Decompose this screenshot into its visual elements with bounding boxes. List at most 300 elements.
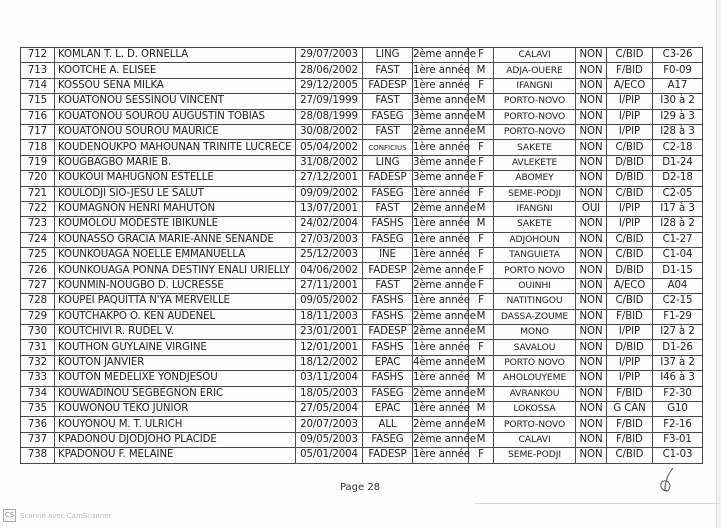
flag-cell: NON [576,325,607,340]
row-number-cell: 717 [21,124,55,139]
table-row [21,448,703,463]
faculty-cell: ALL [363,417,413,432]
sex-cell: M [469,124,494,139]
city-cell: PORTO-NOVO [494,94,576,109]
category-cell: F/BID [607,386,653,401]
category-cell: F/BID [607,417,653,432]
city-cell: SAKETE [494,140,576,155]
sex-cell: M [469,94,494,109]
faculty-cell: FAST [363,201,413,216]
table-row [21,78,703,93]
student-name-cell: KOSSOU SENA MILKA [55,78,296,93]
row-number-cell: 733 [21,371,55,386]
row-number-cell: 736 [21,417,55,432]
table-row [21,63,703,78]
category-cell: F/BID [607,309,653,324]
category-cell: I/PIP [607,325,653,340]
sex-cell: F [469,48,494,63]
code-cell: D1-24 [653,155,703,170]
study-year-cell: 1ère année [413,294,469,309]
student-name-cell: KOUTCHAKPO O. KEN AUDENEL [55,309,296,324]
sex-cell: F [469,248,494,263]
row-number-cell: 738 [21,448,55,463]
student-name-cell: KOUNASSO GRACIA MARIE-ANNE SENANDE [55,232,296,247]
table-row [21,124,703,139]
study-year-cell: 2ème année [413,263,469,278]
code-cell: D1-15 [653,263,703,278]
category-cell: C/BID [607,448,653,463]
flag-cell: NON [576,94,607,109]
sex-cell: F [469,448,494,463]
table-row [21,386,703,401]
student-name-cell: KOUNKOUAGA NOELLE EMMANUELLA [55,248,296,263]
sex-cell: F [469,78,494,93]
city-cell: AVLEKETE [494,155,576,170]
city-cell: NATITINGOU [494,294,576,309]
city-cell: PORTO NOVO [494,263,576,278]
table-row [21,109,703,124]
code-cell: F1-29 [653,309,703,324]
sex-cell: M [469,217,494,232]
student-name-cell: KOUTON MEDELIXE YONDJESOU [55,371,296,386]
faculty-cell: FAST [363,94,413,109]
table-row [21,294,703,309]
city-cell: ABOMEY [494,171,576,186]
row-number-cell: 732 [21,355,55,370]
sex-cell: F [469,140,494,155]
code-cell: C2-15 [653,294,703,309]
study-year-cell: 1ère année [413,401,469,416]
student-name-cell: KOUKOUI MAHUGNON ESTELLE [55,171,296,186]
birth-date-cell: 09/05/2002 [296,294,363,309]
code-cell: I30 à 2 [653,94,703,109]
category-cell: C/BID [607,248,653,263]
birth-date-cell: 30/08/2002 [296,124,363,139]
study-year-cell: 2ème année [413,124,469,139]
study-year-cell: 2ème année [413,417,469,432]
study-year-cell: 1ère année [413,340,469,355]
table-row [21,217,703,232]
code-cell: A17 [653,78,703,93]
sex-cell: M [469,109,494,124]
faculty-cell: LING [363,48,413,63]
flag-cell: NON [576,78,607,93]
row-number-cell: 713 [21,63,55,78]
study-year-cell: 1ère année [413,371,469,386]
category-cell: D/BID [607,340,653,355]
sex-cell: M [469,201,494,216]
row-number-cell: 725 [21,248,55,263]
table-row [21,232,703,247]
sex-cell: F [469,263,494,278]
row-number-cell: 730 [21,325,55,340]
row-number-cell: 726 [21,263,55,278]
birth-date-cell: 05/04/2002 [296,140,363,155]
code-cell: F2-16 [653,417,703,432]
page-edge [716,0,721,528]
birth-date-cell: 23/01/2001 [296,325,363,340]
faculty-cell: FADESP [363,78,413,93]
flag-cell: NON [576,63,607,78]
page-number: Page 28 [339,482,381,493]
birth-date-cell: 27/12/2001 [296,171,363,186]
city-cell: ADJA-OUERE [494,63,576,78]
study-year-cell: 2ème année [413,432,469,447]
table-row [21,371,703,386]
category-cell: I/PIP [607,201,653,216]
category-cell: D/BID [607,263,653,278]
category-cell: A/ECO [607,278,653,293]
sex-cell: M [469,371,494,386]
study-year-cell: 1ère année [413,217,469,232]
flag-cell: NON [576,448,607,463]
student-name-cell: KOUTON JANVIER [55,355,296,370]
faculty-cell: FADESP [363,325,413,340]
faculty-cell: INE [363,248,413,263]
scanner-watermark [3,509,111,522]
row-number-cell: 721 [21,186,55,201]
flag-cell: NON [576,340,607,355]
code-cell: C1-27 [653,232,703,247]
birth-date-cell: 05/01/2004 [296,448,363,463]
flag-cell: NON [576,417,607,432]
faculty-cell: FADESP [363,263,413,278]
flag-cell: OUI [576,201,607,216]
study-year-cell: 1ère année [413,232,469,247]
student-name-cell: KOUATONOU SOUROU MAURICE [55,124,296,139]
student-name-cell: KOUPEI PAQUITTA N'YA MERVEILLE [55,294,296,309]
student-name-cell: KOUNKOUAGA PONNA DESTINY ENALI URIELLY [55,263,296,278]
flag-cell: NON [576,186,607,201]
faculty-cell: CONFICIUS [363,140,413,155]
sex-cell: M [469,386,494,401]
city-cell: IFANGNI [494,201,576,216]
student-name-cell: KOUTHON GUYLAINE VIRGINE [55,340,296,355]
faculty-cell: FASEG [363,386,413,401]
sex-cell: F [469,278,494,293]
table-row [21,309,703,324]
faculty-cell: FASHS [363,340,413,355]
birth-date-cell: 13/07/2001 [296,201,363,216]
category-cell: I/PIP [607,217,653,232]
category-cell: D/BID [607,155,653,170]
student-name-cell: KOUMAGNON HENRI MAHUTON [55,201,296,216]
code-cell: I17 à 3 [653,201,703,216]
camscanner-logo-icon: CS [3,509,16,522]
category-cell: F/BID [607,63,653,78]
row-number-cell: 723 [21,217,55,232]
student-name-cell: KOUNMIN-NOUGBO D. LUCRESSE [55,278,296,293]
faculty-cell: FAST [363,278,413,293]
table-row [21,417,703,432]
row-number-cell: 735 [21,401,55,416]
sex-cell: M [469,63,494,78]
table-row [21,401,703,416]
city-cell: SEME-PODJI [494,448,576,463]
city-cell: PORTO-NOVO [494,417,576,432]
scanner-text: Scanné avec CamScanner [20,511,112,520]
table-row [21,340,703,355]
study-year-cell: 3ème année [413,109,469,124]
student-name-cell: KOUWADINOU SEGBEGNON ERIC [55,386,296,401]
faculty-cell: LING [363,155,413,170]
code-cell: I28 à 2 [653,217,703,232]
category-cell: I/PIP [607,109,653,124]
city-cell: CALAVI [494,432,576,447]
sex-cell: F [469,294,494,309]
row-number-cell: 712 [21,48,55,63]
faculty-cell: FASHS [363,294,413,309]
row-number-cell: 722 [21,201,55,216]
study-year-cell: 3ème année [413,94,469,109]
faculty-cell: EPAC [363,401,413,416]
row-number-cell: 724 [21,232,55,247]
code-cell: C1-04 [653,248,703,263]
code-cell: I37 à 2 [653,355,703,370]
faculty-cell: FASEG [363,232,413,247]
category-cell: C/BID [607,232,653,247]
flag-cell: NON [576,217,607,232]
row-number-cell: 737 [21,432,55,447]
student-name-cell: KOUGBAGBO MARIE B. [55,155,296,170]
faculty-cell: FASEG [363,186,413,201]
study-year-cell: 4ème année [413,355,469,370]
category-cell: I/PIP [607,371,653,386]
row-number-cell: 716 [21,109,55,124]
birth-date-cell: 31/08/2002 [296,155,363,170]
code-cell: C1-03 [653,448,703,463]
birth-date-cell: 29/12/2005 [296,78,363,93]
code-cell: I27 à 2 [653,325,703,340]
city-cell: TANGUIETA [494,248,576,263]
row-number-cell: 714 [21,78,55,93]
row-number-cell: 734 [21,386,55,401]
study-year-cell: 2ème année [413,48,469,63]
student-name-cell: KOUTCHIVI R. RUDEL V. [55,325,296,340]
code-cell: C3-26 [653,48,703,63]
row-number-cell: 718 [21,140,55,155]
category-cell: I/PIP [607,94,653,109]
category-cell: C/BID [607,186,653,201]
faculty-cell: FAST [363,63,413,78]
code-cell: G10 [653,401,703,416]
birth-date-cell: 09/09/2002 [296,186,363,201]
study-year-cell: 1ère année [413,248,469,263]
table-row [21,248,703,263]
birth-date-cell: 09/05/2003 [296,432,363,447]
faculty-cell: FAST [363,124,413,139]
birth-date-cell: 27/03/2003 [296,232,363,247]
study-year-cell: 1ère année [413,140,469,155]
table-row [21,278,703,293]
faculty-cell: FASEG [363,109,413,124]
birth-date-cell: 04/06/2002 [296,263,363,278]
flag-cell: NON [576,171,607,186]
student-name-cell: KOUWONOU TEKO JUNIOR [55,401,296,416]
table-row [21,186,703,201]
table-row [21,432,703,447]
city-cell: MONO [494,325,576,340]
city-cell: OUINHI [494,278,576,293]
student-name-cell: KOUATONOU SESSINOU VINCENT [55,94,296,109]
faculty-cell: FASEG [363,432,413,447]
student-name-cell: KOULODJI SIO-JESU LE SALUT [55,186,296,201]
table-row [21,263,703,278]
city-cell: SAKETE [494,217,576,232]
sex-cell: F [469,340,494,355]
faculty-cell: EPAC [363,355,413,370]
birth-date-cell: 18/05/2003 [296,386,363,401]
city-cell: PORTO-NOVO [494,124,576,139]
city-cell: PORTO NOVO [494,355,576,370]
category-cell: C/BID [607,294,653,309]
student-name-cell: KOOTCHE A. ELISEE [55,63,296,78]
code-cell: F2-30 [653,386,703,401]
study-year-cell: 2ème année [413,325,469,340]
birth-date-cell: 27/09/1999 [296,94,363,109]
student-name-cell: KPADONOU F. MELAINE [55,448,296,463]
city-cell: PORTO-NOVO [494,109,576,124]
sex-cell: F [469,171,494,186]
birth-date-cell: 28/08/1999 [296,109,363,124]
flag-cell: NON [576,263,607,278]
birth-date-cell: 29/07/2003 [296,48,363,63]
code-cell: C2-18 [653,140,703,155]
birth-date-cell: 03/11/2004 [296,371,363,386]
city-cell: AVRANKOU [494,386,576,401]
code-cell: I46 à 3 [653,371,703,386]
sex-cell: M [469,401,494,416]
flag-cell: NON [576,248,607,263]
flag-cell: NON [576,140,607,155]
sex-cell: F [469,155,494,170]
code-cell: A04 [653,278,703,293]
table-row [21,48,703,63]
code-cell: D1-26 [653,340,703,355]
city-cell: ADJOHOUN [494,232,576,247]
code-cell: F3-01 [653,432,703,447]
sex-cell: F [469,232,494,247]
table-row [21,325,703,340]
city-cell: AHOLOUYEME [494,371,576,386]
code-cell: I28 à 3 [653,124,703,139]
city-cell: LOKOSSA [494,401,576,416]
sex-cell: M [469,325,494,340]
flag-cell: NON [576,309,607,324]
category-cell: C/BID [607,140,653,155]
birth-date-cell: 12/01/2001 [296,340,363,355]
code-cell: D2-18 [653,171,703,186]
city-cell: IFANGNI [494,78,576,93]
flag-cell: NON [576,294,607,309]
sex-cell: M [469,432,494,447]
table-row [21,140,703,155]
city-cell: CALAVI [494,48,576,63]
student-name-cell: KOUYONOU M. T. ULRICH [55,417,296,432]
flag-cell: NON [576,48,607,63]
category-cell: I/PIP [607,124,653,139]
faculty-cell: FASHS [363,371,413,386]
table-row [21,155,703,170]
study-year-cell: 1ère année [413,78,469,93]
flag-cell: NON [576,386,607,401]
student-name-cell: KOUATONOU SOUROU AUGUSTIN TOBIAS [55,109,296,124]
faculty-cell: FASHS [363,309,413,324]
category-cell: G CAN [607,401,653,416]
flag-cell: NON [576,155,607,170]
birth-date-cell: 25/12/2003 [296,248,363,263]
city-cell: SAVALOU [494,340,576,355]
study-year-cell: 2ème année [413,309,469,324]
faculty-cell: FADESP [363,448,413,463]
faculty-cell: FADESP [363,171,413,186]
birth-date-cell: 27/11/2001 [296,278,363,293]
student-name-cell: KOUDENOUKPO MAHOUNAN TRINITE LUCRECE [55,140,296,155]
flag-cell: NON [576,278,607,293]
table-row [21,355,703,370]
code-cell: F0-09 [653,63,703,78]
table-row [21,171,703,186]
table-row [21,201,703,216]
row-number-cell: 727 [21,278,55,293]
study-year-cell: 2ème année [413,201,469,216]
flag-cell: NON [576,401,607,416]
row-number-cell: 715 [21,94,55,109]
row-number-cell: 719 [21,155,55,170]
study-year-cell: 3ème année [413,155,469,170]
category-cell: F/BID [607,432,653,447]
flag-cell: NON [576,232,607,247]
category-cell: A/ECO [607,78,653,93]
code-cell: C2-05 [653,186,703,201]
scan-edge-line [475,503,720,504]
study-year-cell: 3ème année [413,171,469,186]
sex-cell: F [469,186,494,201]
row-number-cell: 720 [21,171,55,186]
birth-date-cell: 18/12/2002 [296,355,363,370]
birth-date-cell: 27/05/2004 [296,401,363,416]
sex-cell: M [469,309,494,324]
study-year-cell: 1ère année [413,186,469,201]
study-year-cell: 2ème année [413,278,469,293]
student-list-table [20,47,703,464]
category-cell: I/PIP [607,355,653,370]
flag-cell: NON [576,109,607,124]
study-year-cell: 1ère année [413,448,469,463]
birth-date-cell: 18/11/2003 [296,309,363,324]
category-cell: D/BID [607,171,653,186]
row-number-cell: 728 [21,294,55,309]
flag-cell: NON [576,355,607,370]
student-name-cell: KOMLAN T. L. D. ORNELLA [55,48,296,63]
category-cell: C/BID [607,48,653,63]
table-row [21,94,703,109]
row-number-cell: 729 [21,309,55,324]
flag-cell: NON [576,371,607,386]
code-cell: I29 à 3 [653,109,703,124]
study-year-cell: 1ère année [413,63,469,78]
sex-cell: M [469,417,494,432]
birth-date-cell: 20/07/2003 [296,417,363,432]
sex-cell: M [469,355,494,370]
city-cell: DASSA-ZOUME [494,309,576,324]
student-name-cell: KPADONOU DJODJOHO PLACIDE [55,432,296,447]
faculty-cell: FASHS [363,217,413,232]
city-cell: SEME-PODJI [494,186,576,201]
student-name-cell: KOUMOLOU MODESTE IBIKUNLE [55,217,296,232]
flag-cell: NON [576,124,607,139]
row-number-cell: 731 [21,340,55,355]
